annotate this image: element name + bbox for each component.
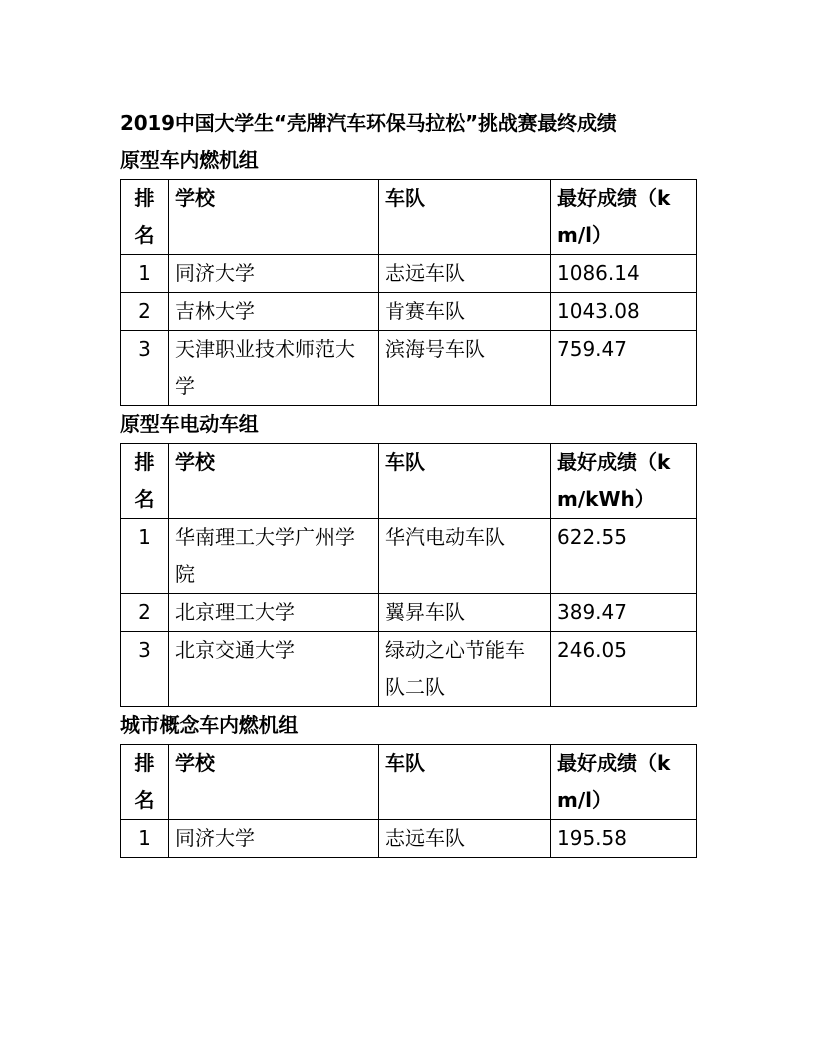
column-header-rank: 排名 — [121, 444, 169, 519]
team-cell: 肯赛车队 — [379, 293, 551, 331]
column-header-team: 车队 — [379, 745, 551, 820]
score-cell: 195.58 — [551, 820, 697, 858]
column-header-score: 最好成绩（km/l） — [551, 745, 697, 820]
score-cell: 1043.08 — [551, 293, 697, 331]
section-heading-ice-prototype: 原型车内燃机组 — [120, 148, 259, 172]
table-row — [121, 331, 697, 406]
score-cell: 1086.14 — [551, 255, 697, 293]
rank-cell: 2 — [121, 293, 169, 331]
column-header-team: 车队 — [379, 444, 551, 519]
school-cell: 北京理工大学 — [169, 594, 379, 632]
school-cell: 天津职业技术师范大学 — [169, 331, 379, 406]
score-cell: 246.05 — [551, 632, 697, 707]
column-header-school: 学校 — [169, 180, 379, 255]
table-row — [121, 519, 697, 594]
school-cell: 同济大学 — [169, 255, 379, 293]
rank-cell: 3 — [121, 632, 169, 707]
column-header-rank: 排名 — [121, 180, 169, 255]
score-cell: 389.47 — [551, 594, 697, 632]
table-header-row — [121, 180, 697, 255]
table-row — [121, 632, 697, 707]
column-header-school: 学校 — [169, 745, 379, 820]
table-row — [121, 293, 697, 331]
rank-cell: 3 — [121, 331, 169, 406]
table-row — [121, 820, 697, 858]
team-cell: 志远车队 — [379, 820, 551, 858]
team-cell: 翼昇车队 — [379, 594, 551, 632]
school-cell: 北京交通大学 — [169, 632, 379, 707]
team-cell: 志远车队 — [379, 255, 551, 293]
document-page — [120, 104, 696, 858]
team-cell: 华汽电动车队 — [379, 519, 551, 594]
school-cell: 同济大学 — [169, 820, 379, 858]
results-table-ice-urban-concept — [120, 744, 697, 858]
results-table-ice-prototype — [120, 179, 697, 406]
score-cell: 622.55 — [551, 519, 697, 594]
table-header-row — [121, 745, 697, 820]
section-heading-ice-urban-concept: 城市概念车内燃机组 — [120, 713, 299, 737]
table-header-row — [121, 444, 697, 519]
rank-cell: 1 — [121, 519, 169, 594]
column-header-score: 最好成绩（km/kWh） — [551, 444, 697, 519]
column-header-score: 最好成绩（km/l） — [551, 180, 697, 255]
score-cell: 759.47 — [551, 331, 697, 406]
school-cell: 华南理工大学广州学院 — [169, 519, 379, 594]
school-cell: 吉林大学 — [169, 293, 379, 331]
team-cell: 绿动之心节能车队二队 — [379, 632, 551, 707]
team-cell: 滨海号车队 — [379, 331, 551, 406]
results-table-electric-prototype — [120, 443, 697, 707]
table-row — [121, 255, 697, 293]
rank-cell: 1 — [121, 820, 169, 858]
rank-cell: 1 — [121, 255, 169, 293]
document-title: 2019中国大学生“壳牌汽车环保马拉松”挑战赛最终成绩 — [120, 111, 617, 135]
table-row — [121, 594, 697, 632]
section-heading-electric-prototype: 原型车电动车组 — [120, 412, 259, 436]
rank-cell: 2 — [121, 594, 169, 632]
column-header-rank: 排名 — [121, 745, 169, 820]
column-header-school: 学校 — [169, 444, 379, 519]
column-header-team: 车队 — [379, 180, 551, 255]
